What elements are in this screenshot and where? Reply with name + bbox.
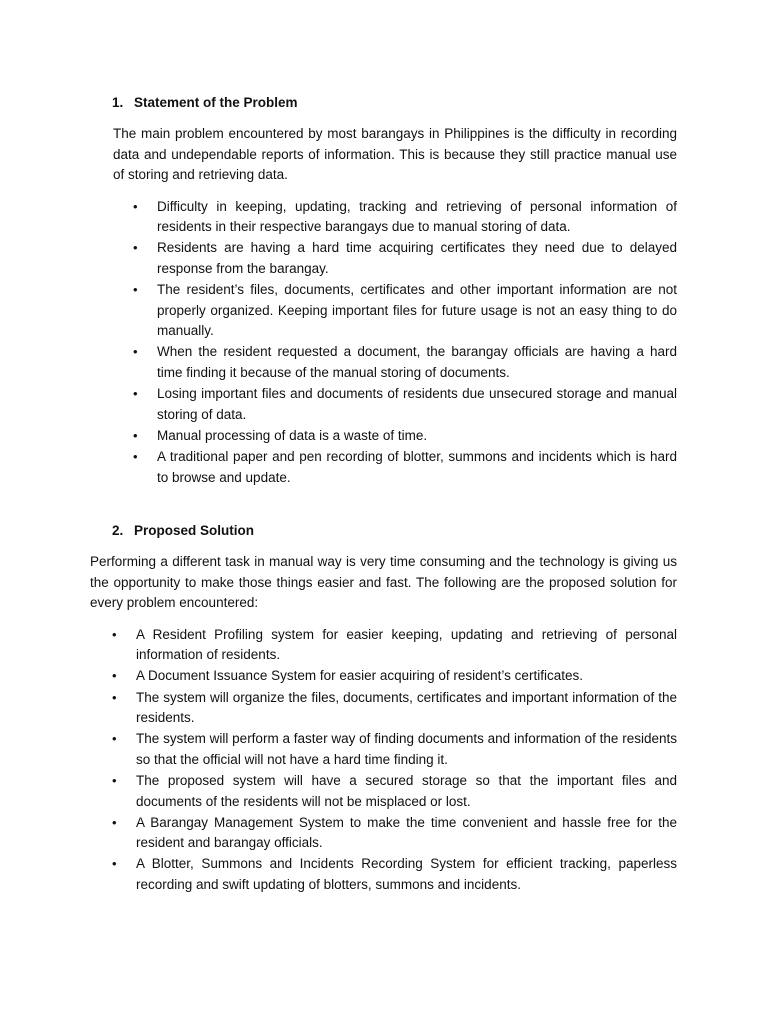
section-title: Statement of the Problem (134, 95, 298, 110)
list-item-text: Losing important files and documents of residents due unsecured storage and manual storing of data. (157, 386, 677, 422)
section-number: 2. (112, 523, 124, 538)
list-item-text: A Barangay Management System to make the time convenient and hassle free for the resident and barangay officials. (136, 814, 677, 851)
list-item (112, 729, 677, 770)
list-item (112, 666, 677, 687)
list-item (133, 342, 677, 383)
section-title: Proposed Solution (134, 523, 254, 538)
bullet-icon: • (112, 856, 117, 872)
bullet-icon: • (133, 198, 138, 214)
problem-list (90, 197, 677, 488)
list-item (112, 771, 677, 812)
list-item (133, 238, 677, 279)
bullet-icon: • (133, 427, 138, 443)
list-item (133, 426, 677, 447)
list-item-text: A traditional paper and pen recording of blotter, summons and incidents which is hard to browse and update. (157, 448, 677, 485)
bullet-icon: • (133, 344, 138, 360)
bullet-icon: • (112, 689, 117, 705)
list-item-text: The system will organize the files, documents, certificates and important information of the residents. (136, 689, 677, 726)
list-item (112, 688, 677, 729)
bullet-icon: • (112, 731, 117, 747)
list-item (133, 197, 677, 238)
section-number: 1. (112, 95, 124, 110)
section-proposed-solution (90, 521, 677, 896)
list-item-text: The resident’s files, documents, certificates and other important information are not properly organized. Keeping important files for future usage is not an easy thing to do manually. (157, 282, 677, 339)
list-item-text: A Document Issuance System for easier acquiring of resident’s certificates. (136, 668, 583, 684)
bullet-icon: • (133, 240, 138, 256)
list-item (112, 625, 677, 666)
bullet-icon: • (112, 626, 117, 642)
section-heading (90, 521, 677, 541)
solution-list (90, 625, 677, 896)
list-item-text: When the resident requested a document, the barangay officials are having a hard time finding it because of the manual storing of documents. (157, 344, 677, 381)
section-statement-of-problem (90, 93, 677, 489)
list-item-text: Manual processing of data is a waste of time. (157, 427, 428, 443)
list-item-text: A Resident Profiling system for easier keeping, updating and retrieving of personal information of residents. (136, 626, 677, 663)
bullet-icon: • (133, 386, 138, 402)
bullet-icon: • (133, 282, 138, 298)
list-item-text: Difficulty in keeping, updating, tracking and retrieving of personal information of residents in their respective barangays due to manual storing of data. (157, 198, 677, 235)
list-item-text: The proposed system will have a secured storage so that the important files and documents of the residents will not be misplaced or lost. (136, 772, 677, 809)
list-item-text: A Blotter, Summons and Incidents Recording System for efficient tracking, paperless recording and swift updating of blotters, summons and incidents. (136, 856, 677, 892)
bullet-icon: • (133, 448, 138, 464)
list-item (133, 447, 677, 488)
section-intro: The main problem encountered by most barangays in Philippines is the difficulty in recording data and undependable reports of information. This is because they still practice manual use of storing and retrieving data. (113, 126, 677, 183)
list-item-text: The system will perform a faster way of finding documents and information of the residents so that the official will not have a hard time finding it. (136, 731, 677, 767)
bullet-icon: • (112, 668, 117, 684)
bullet-icon: • (112, 814, 117, 830)
section-heading (90, 93, 677, 113)
list-item-text: Residents are having a hard time acquiring certificates they need due to delayed response from the barangay. (157, 240, 677, 277)
list-item (112, 813, 677, 854)
list-item (133, 384, 677, 425)
section-intro: Performing a different task in manual way is very time consuming and the technology is giving us the opportunity to make those things easier and fast. The following are the proposed solution for every problem encountered: (90, 554, 677, 611)
bullet-icon: • (112, 772, 117, 788)
list-item (112, 854, 677, 895)
list-item (133, 280, 677, 342)
